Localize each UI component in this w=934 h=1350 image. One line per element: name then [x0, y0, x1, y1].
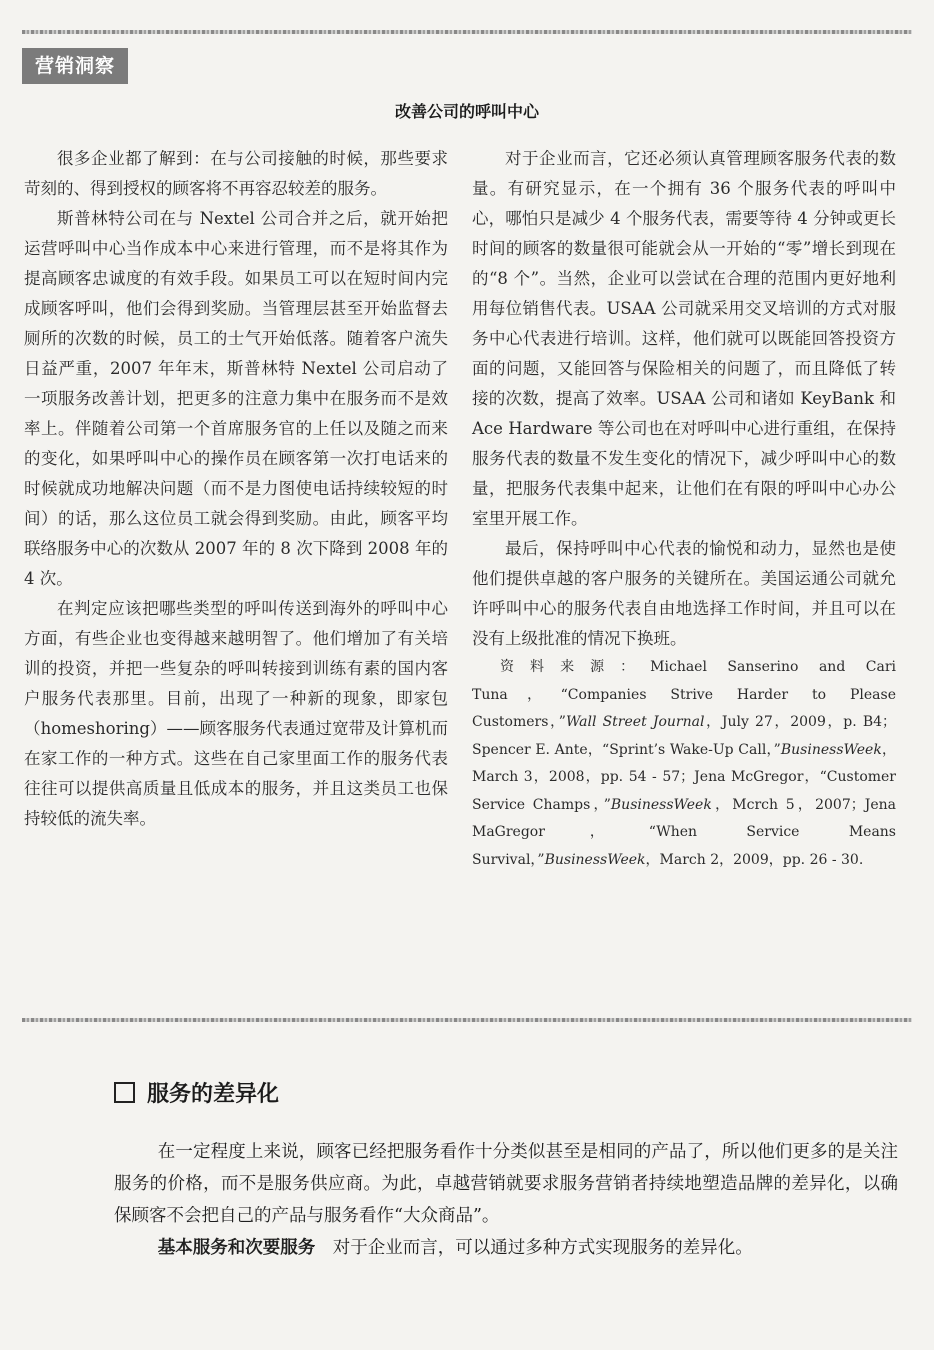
source-text: ，March 3，2008，pp. 54 - 57；Jena McGregor，“Customer Service Champs，” [472, 741, 897, 813]
right-paragraph: 最后，保持呼叫中心代表的愉悦和动力，显然也是使他们提供卓越的客户服务的关键所在。美国运通公司就允许呼叫中心的服务代表自由地选择工作时间，并且可以在没有上级批准的情况下换班。 [472, 539, 896, 648]
body-text [114, 1136, 898, 1264]
left-paragraph: 斯普林特公司在与 Nextel 公司合并之后，就开始把运营呼叫中心当作成本中心来进行管理，而不是将其作为提高顾客忠诚度的有效手段。如果员工可以在短时间内完成顾客呼叫，他们会得到奖励。当管理层甚至开始监督去厕所的次数的时候，员工的士气开始低落。随着客户流失日益严重，2007 年年末，斯普林特 Nextel 公司启动了一项服务改善计划，把更多的注意力集中在服务而不是效率上。伴随着公司第一个首席服务官的上任以及随之而来的变化，如果呼叫中心的操作员在顾客第一次打电话来的时候就成功地解决问题（而不是力图使电话持续较短的时间）的话，那么这位员工就会得到奖励。由此，顾客平均联络服务中心的次数从 2007 年的 8 次下降到 2008 年的 4 次。 [24, 209, 448, 588]
source-text: ，July 27，2009，p. B4；Spencer E. Ante，“Sprint’s Wake-Up Call，” [472, 714, 897, 758]
source-text: ，Mcrch 5，2007；Jena MaGregor，“When Service Means Survival，” [472, 796, 896, 868]
square-bullet-icon [114, 1082, 135, 1103]
source-journal: BusinessWeek [780, 741, 882, 758]
body-paragraph-2 [114, 1232, 898, 1264]
source-journal: BusinessWeek [544, 851, 646, 868]
source-journal: Wall Street Journal [565, 714, 705, 730]
subsection-heading: 基本服务和次要服务 [157, 1238, 316, 1258]
left-paragraph: 很多企业都了解到：在与公司接触的时候，那些要求苛刻的、得到授权的顾客将不再容忍较差的服务。 [24, 149, 448, 198]
top-decorative-rule [22, 30, 912, 34]
source-journal: BusinessWeek [610, 796, 712, 813]
right-paragraph: 对于企业而言，它还必须认真管理顾客服务代表的数量。有研究显示，在一个拥有 36 个服务代表的呼叫中心，哪怕只是减少 4 个服务代表，需要等待 4 分钟或更长时间的顾客的数量很可能就会从一开始的“零”增长到现在的“8 个”。当然，企业可以尝试在合理的范围内更好地利用每位销售代表。USAA 公司就采用交叉培训的方式对服务中心代表进行培训。这样，他们就可以既能回答投资方面的问题，又能回答与保险相关的问题了，而且降低了转接的次数，提高了效率。USAA 公司和诸如 KeyBank 和 Ace Hardware 等公司也在对呼叫中心进行重组，在保持服务代表的数量不发生变化的情况下，减少呼叫中心的数量，把服务代表集中起来，让他们在有限的呼叫中心办公室里开展工作。 [472, 149, 896, 528]
source-text: 资料来源：Michael Sanserino and Cari Tuna，“Companies Strive Harder to Please Customers，” [472, 659, 896, 730]
section-heading-text: 服务的差异化 [147, 1082, 280, 1107]
left-column [24, 144, 448, 834]
body-paragraph-text: 对于企业而言，可以通过多种方式实现服务的差异化。 [332, 1238, 753, 1258]
bottom-decorative-rule [22, 1018, 912, 1022]
right-column [472, 144, 896, 874]
body-paragraph: 在一定程度上来说，顾客已经把服务看作十分类似甚至是相同的产品了，所以他们更多的是关注服务的价格，而不是服务供应商。为此，卓越营销就要求服务营销者持续地塑造品牌的差异化，以确保顾客不会把自己的产品与服务看作“大众商品”。 [114, 1142, 898, 1226]
section-tag: 营销洞察 [22, 48, 128, 84]
left-paragraph: 在判定应该把哪些类型的呼叫传送到海外的呼叫中心方面，有些企业也变得越来越明智了。他们增加了有关培训的投资，并把一些复杂的呼叫转接到训练有素的国内客户服务代表那里。目前，出现了一种新的现象，即家包（homeshoring）——顾客服务代表通过宽带及计算机而在家工作的一种方式。这些在自己家里面工作的服务代表往往可以提供高质量且低成本的服务，并且这类员工也保持较低的流失率。 [24, 599, 448, 828]
section-heading [114, 1077, 279, 1108]
source-text: ，March 2，2009，pp. 26 - 30. [645, 851, 864, 868]
box-title: 改善公司的呼叫中心 [394, 102, 539, 121]
source-citation [472, 654, 896, 874]
